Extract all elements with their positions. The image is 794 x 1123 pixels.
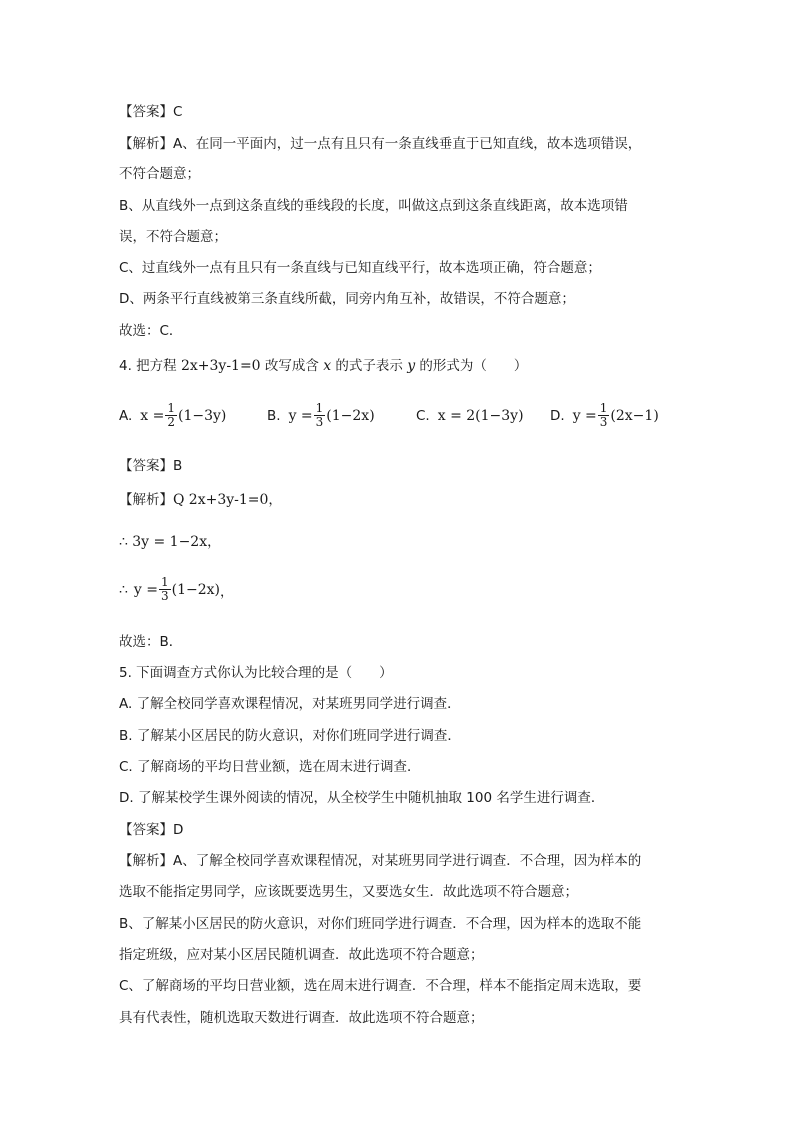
q4-option-c: C. x = 2(1−3y) — [416, 408, 524, 424]
q3-answer: 【答案】C — [119, 104, 183, 120]
q3-analysis-line-4: 误，不符合题意； — [119, 229, 227, 245]
q4-option-d-fraction: $\frac{1}{3}$ — [599, 401, 608, 429]
q4-analysis-step-1: 【解析】Q 2x+3y-1=0， — [119, 492, 282, 508]
therefore-symbol: ∴ — [119, 534, 128, 550]
q5-analysis-line-1: 【解析】A、了解全校同学喜欢课程情况，对某班男同学进行调查．不合理，因为样本的 — [119, 853, 642, 869]
q5-analysis-line-4: 指定班级，应对某小区居民随机调查．故此选项不符合题意； — [119, 947, 484, 963]
q4-stem-suffix: 的形式为（ ） — [419, 358, 528, 374]
q4-analysis-step-3: ∴ y = $\frac{1}{3}$ (1−2x) ， — [119, 575, 234, 603]
q4-option-a-fraction: $\frac{1}{2}$ — [167, 401, 176, 429]
q4-option-a: A. x = $\frac{1}{2}$ (1−3y) — [119, 401, 227, 429]
q3-analysis-line-5: C、过直线外一点有且只有一条直线与已知直线平行，故本选项正确，符合题意； — [119, 260, 601, 276]
q4-var-x: x — [323, 358, 332, 374]
q4-option-b-fraction: $\frac{1}{3}$ — [315, 401, 324, 429]
q4-var-y: y — [407, 358, 416, 374]
q4-stem-mid2: 的式子表示 — [335, 358, 403, 374]
q5-analysis-line-3: B、了解某小区居民的防火意识，对你们班同学进行调查．不合理，因为样本的选取不能 — [119, 916, 642, 932]
q5-stem: 5. 下面调查方式你认为比较合理的是（ ） — [119, 665, 393, 681]
q5-analysis-line-2: 选取不能指定男同学，应该既要选男生，又要选女生．故此选项不符合题意； — [119, 884, 578, 900]
q4-analysis-step-2: ∴ 3y = 1−2x， — [119, 534, 221, 550]
q4-step3-fraction: $\frac{1}{3}$ — [161, 575, 169, 603]
q3-analysis-line-2: 不符合题意； — [119, 166, 200, 182]
q5-option-a: A. 了解全校同学喜欢课程情况，对某班男同学进行调查． — [119, 696, 461, 712]
q3-analysis-line-1: 【解析】A、在同一平面内，过一点有且只有一条直线垂直于已知直线，故本选项错误， — [119, 136, 642, 152]
q5-option-d: D. 了解某校学生课外阅读的情况，从全校学生中随机抽取 100 名学生进行调查． — [119, 790, 605, 806]
q5-analysis-line-5: C、了解商场的平均日营业额，选在周末进行调查．不合理，样本不能指定周末选取，要 — [119, 978, 642, 994]
q4-option-d: D. y = $\frac{1}{3}$ (2x−1) — [550, 401, 659, 429]
q4-stem-mid: 改写成含 — [264, 358, 319, 374]
q4-conclusion: 故选：B． — [119, 634, 183, 650]
q4-option-b: B. y = $\frac{1}{3}$ (1−2x) — [267, 401, 375, 429]
q4-answer: 【答案】B — [119, 458, 183, 474]
q3-analysis-line-6: D、两条平行直线被第三条直线所截，同旁内角互补，故错误，不符合题意； — [119, 291, 575, 307]
q3-analysis-line-7: 故选：C． — [119, 323, 183, 339]
q4-stem — [119, 356, 527, 376]
q5-option-b: B. 了解某小区居民的防火意识，对你们班同学进行调查． — [119, 728, 461, 744]
q3-analysis-line-3: B、从直线外一点到这条直线的垂线段的长度，叫做这点到这条直线距离，故本选项错 — [119, 198, 628, 214]
q4-stem-prefix: 4. 把方程 — [119, 358, 177, 374]
q5-analysis-line-6: 具有代表性，随机选取天数进行调查．故此选项不符合题意； — [119, 1010, 484, 1026]
q5-option-c: C. 了解商场的平均日营业额，选在周末进行调查． — [119, 759, 421, 775]
because-symbol: Q — [173, 492, 185, 508]
q4-equation: 2x+3y-1=0 — [180, 358, 261, 374]
q5-answer: 【答案】D — [119, 822, 184, 838]
